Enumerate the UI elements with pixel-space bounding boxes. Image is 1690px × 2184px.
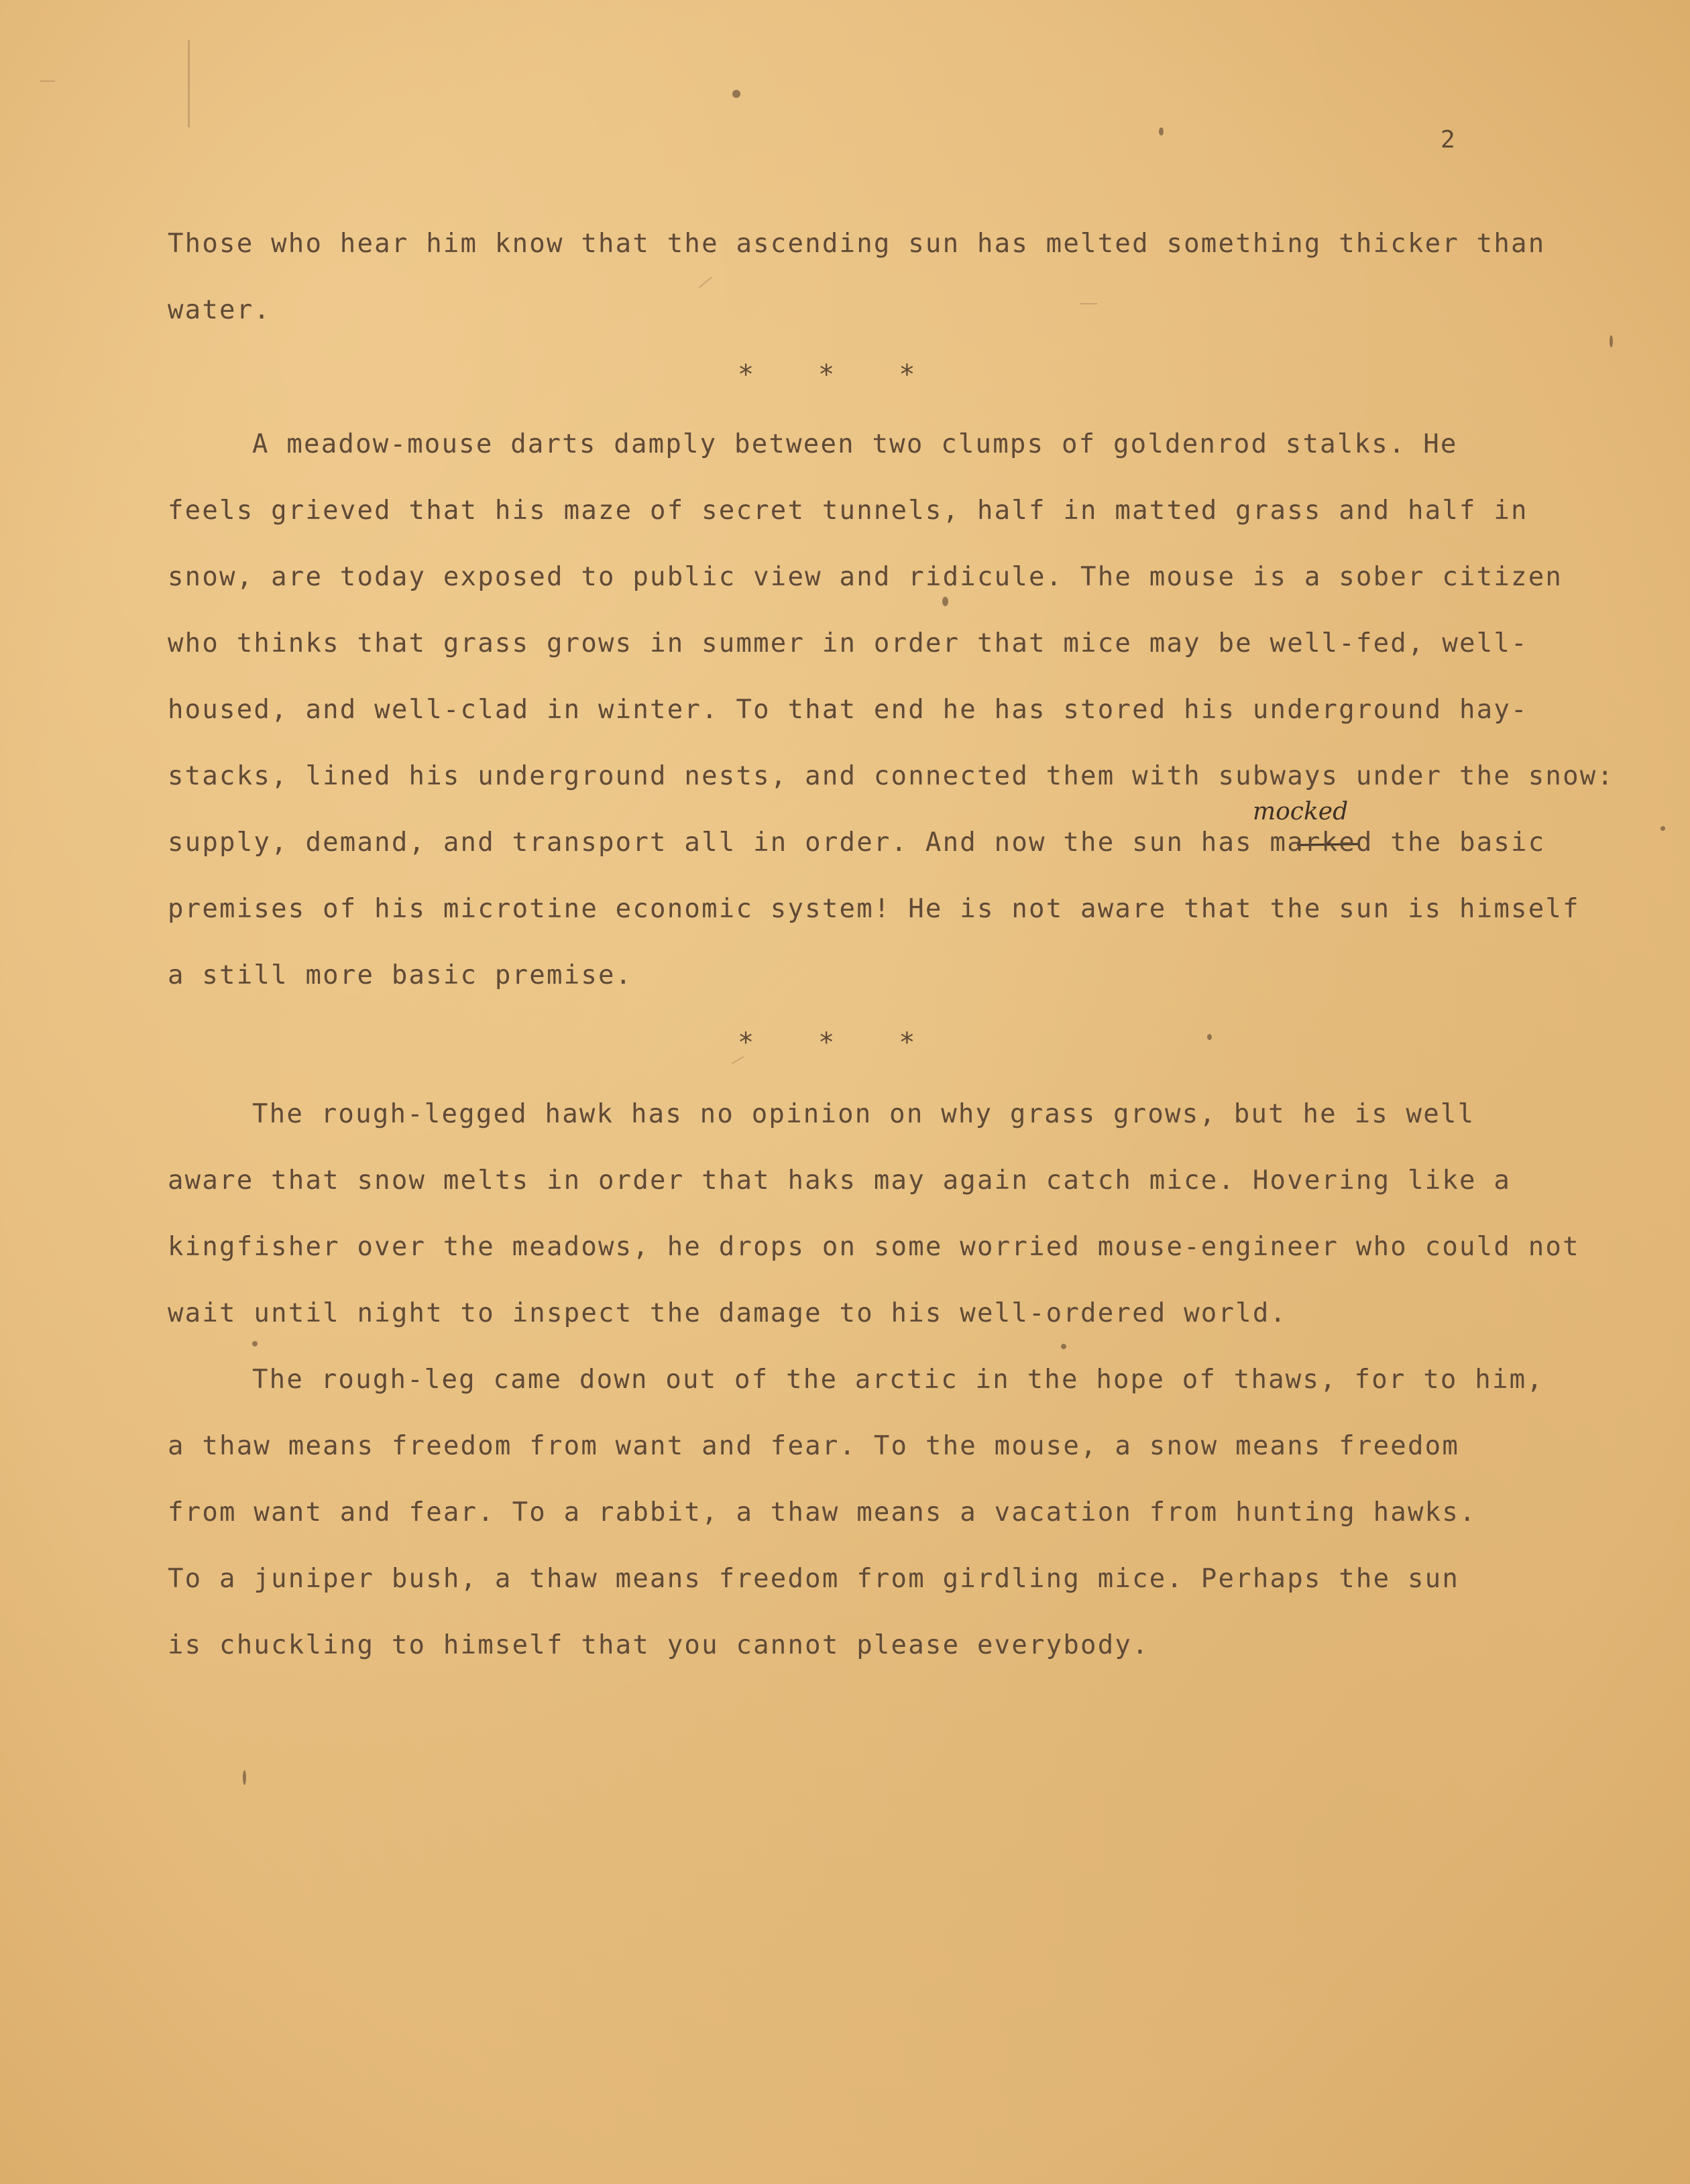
paper-fiber [1080, 303, 1097, 304]
text-line: supply, demand, and transport all in order. And now the sun has marked the basic [168, 827, 1546, 858]
paper-speck [1610, 335, 1613, 347]
text-line: snow, are today exposed to public view and ridicule. The mouse is a sober citizen [168, 562, 1563, 592]
text-line: The rough-legged hawk has no opinion on why grass grows, but he is well [252, 1099, 1475, 1129]
page-number: 2 [1441, 126, 1457, 154]
paper-fiber [188, 40, 190, 127]
text-line: wait until night to inspect the damage to his well-ordered world. [168, 1298, 1288, 1328]
paper-speck [1660, 826, 1665, 831]
text-line: water. [168, 295, 272, 325]
text-line: from want and fear. To a rabbit, a thaw means a vacation from hunting hawks. [168, 1497, 1477, 1528]
text-line: To a juniper bush, a thaw means freedom from girdling mice. Perhaps the sun [168, 1564, 1459, 1594]
paper-speck [1061, 1344, 1066, 1349]
text-line: Those who hear him know that the ascending sun has melted something thicker than [168, 229, 1546, 259]
text-line: aware that snow melts in order that haks may again catch mice. Hovering like a [168, 1165, 1512, 1196]
text-line: A meadow-mouse darts damply between two clumps of goldenrod stalks. He [252, 429, 1458, 459]
paper-fiber [40, 80, 55, 82]
text-line: The rough-leg came down out of the arctic in the hope of thaws, for to him, [252, 1365, 1544, 1395]
text-line: feels grieved that his maze of secret tunnels, half in matted grass and half in [168, 496, 1528, 526]
text-line: premises of his microtine economic system! He is not aware that the sun is himself [168, 894, 1580, 924]
section-separator: * * * [738, 359, 940, 390]
paper-fiber [699, 277, 712, 288]
text-line: housed, and well-clad in winter. To that end he has stored his underground hay- [168, 695, 1528, 725]
text-line: who thinks that grass grows in summer in order that mice may be well-fed, well- [168, 628, 1528, 658]
text-line: a still more basic premise. [168, 960, 633, 990]
paper-speck [942, 597, 948, 606]
text-line: kingfisher over the meadows, he drops on some worried mouse-engineer who could not [168, 1232, 1580, 1262]
paper-speck [732, 90, 740, 98]
handwritten-correction: mocked [1253, 798, 1349, 825]
paper-speck [243, 1770, 246, 1785]
paper-speck [1207, 1034, 1212, 1040]
paper-speck [252, 1341, 258, 1346]
paper-speck [1159, 127, 1164, 135]
text-line: a thaw means freedom from want and fear. To the mouse, a snow means freedom [168, 1431, 1459, 1461]
text-line: stacks, lined his underground nests, and connected them with subways under the snow: [168, 761, 1615, 791]
text-line: is chuckling to himself that you cannot please everybody. [168, 1630, 1149, 1660]
section-separator: * * * [738, 1027, 940, 1058]
